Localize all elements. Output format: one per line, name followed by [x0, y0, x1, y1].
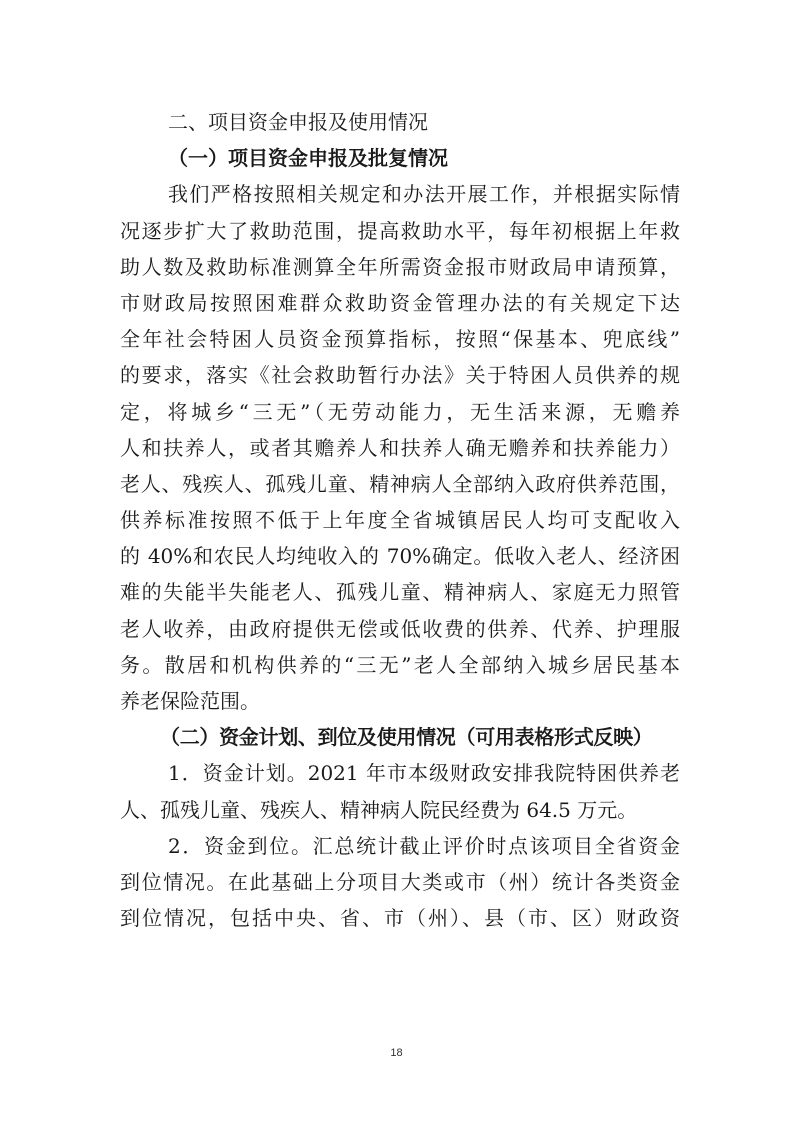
text-line: 全年社会特困人员资金预算指标，按照“保基本、兜底线” [120, 327, 680, 352]
subsection-heading-2: （二）资金计划、到位及使用情况（可用表格形式反映） [160, 725, 653, 750]
paragraph-funding-arrival [120, 828, 680, 937]
text-line: 我们严格按照相关规定和办法开展工作，并根据实际情 [168, 182, 680, 207]
document-body [120, 104, 680, 936]
paragraph-funding-plan [120, 755, 680, 827]
text-line: 人、孤残儿童、残疾人、精神病人院民经费为 64.5 万元。 [120, 797, 638, 822]
text-line: 到位情况，包括中央、省、市（州）、县（市、区）财政资 [120, 906, 680, 931]
text-line: 务。散居和机构供养的“三无”老人全部纳入城乡居民基本 [120, 652, 680, 677]
text-line: 定，将城乡“三无”（无劳动能力，无生活来源，无赡养 [120, 399, 680, 424]
text-line: 老人收养，由政府提供无偿或低收费的供养、代养、护理服 [120, 616, 680, 641]
text-line: 2．资金到位。汇总统计截止评价时点该项目全省资金 [168, 833, 680, 858]
text-line: 市财政局按照困难群众救助资金管理办法的有关规定下达 [120, 290, 680, 315]
text-line: 老人、残疾人、孤残儿童、精神病人全部纳入政府供养范围， [120, 471, 680, 496]
text-line: 况逐步扩大了救助范围，提高救助水平，每年初根据上年救 [120, 218, 680, 243]
text-line: 人和扶养人，或者其赡养人和扶养人确无赡养和扶养能力） [120, 435, 680, 460]
text-line: 1．资金计划。2021 年市本级财政安排我院特困供养老 [168, 761, 680, 786]
text-line: 的 40%和农民人均纯收入的 70%确定。低收入老人、经济困 [120, 544, 680, 569]
section-heading: 二、项目资金申报及使用情况 [168, 110, 428, 134]
text-line: 难的失能半失能老人、孤残儿童、精神病人、家庭无力照管 [120, 580, 680, 605]
subsection-heading-1: （一）项目资金申报及批复情况 [168, 146, 448, 171]
page-number: 18 [390, 1047, 403, 1059]
text-line: 供养标准按照不低于上年度全省城镇居民人均可支配收入 [120, 508, 680, 533]
text-line: 养老保险范围。 [120, 689, 260, 713]
paragraph-funding-application [120, 176, 680, 719]
text-line: 的要求，落实《社会救助暂行办法》关于特困人员供养的规 [120, 363, 680, 388]
text-line: 到位情况。在此基础上分项目大类或市（州）统计各类资金 [120, 869, 680, 894]
text-line: 助人数及救助标准测算全年所需资金报市财政局申请预算， [120, 254, 680, 279]
